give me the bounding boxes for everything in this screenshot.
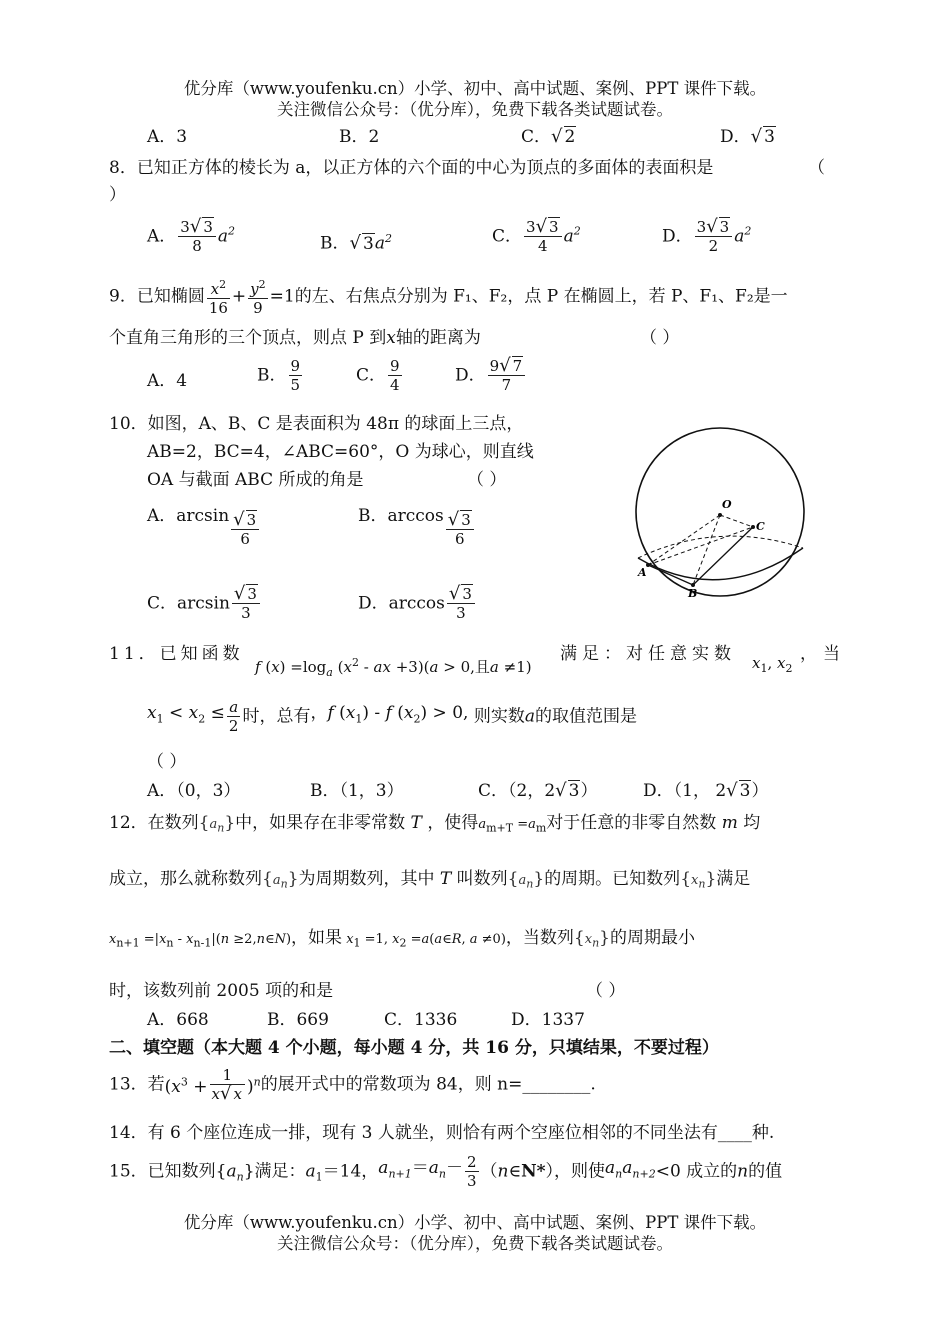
q8-option-d: D． $\frac{3√ 3}{2}$ $a^2$: [662, 216, 752, 255]
q11-function: f $(x) =\log_a$ ($x^2$ - ax +3)(a > 0,且a ≠1): [255, 656, 532, 679]
q11-option-a: A．（0，3）: [147, 781, 241, 801]
q8-option-c: C． $\frac{3√ 3}{4}$ $a^2$: [492, 216, 581, 255]
footer-line-2: 关注微信公众号：（优分库），免费下载各类试题试卷。: [277, 1234, 673, 1253]
q11-option-c: C．（2，2√ 3）: [478, 780, 598, 801]
label-o: O: [722, 498, 732, 511]
q9-option-c: C． $\frac{9}{4}$: [356, 357, 400, 394]
sphere-figure: [628, 420, 814, 606]
header-line-1: 优分库（www.youfenku.cn）小学、初中、高中试题、案例、PPT 课件下载。: [183, 79, 767, 98]
great-circle-front: [638, 548, 803, 580]
q10-option-b: B．arccos $\frac{√ 3}{6}$: [358, 505, 476, 548]
q9-option-d: D． $\frac{9√ 7}{7}$: [455, 357, 527, 394]
q10-paren: （ ）: [467, 470, 507, 490]
segment-ab: [648, 565, 693, 585]
q11-num: 11．已知函数: [109, 644, 244, 664]
point-a: [646, 563, 650, 567]
q7-option-b: B．2: [339, 127, 380, 147]
q11-vars: $x_1$, $x_2$: [752, 654, 793, 675]
header-line-2: 关注微信公众号：（优分库），免费下载各类试题试卷。: [277, 100, 673, 119]
q11-paren: （ ）: [147, 752, 187, 772]
q7-option-c: C．√ 2: [521, 126, 576, 147]
q10-option-d: D．arccos $\frac{√ 3}{3}$: [358, 585, 477, 622]
q8-paren-open: （: [808, 158, 825, 178]
q10-line-1: 10．如图，A、B、C 是表面积为 48π 的球面上三点，: [109, 414, 524, 434]
q9-option-b: B． $\frac{9}{5}$: [257, 357, 301, 394]
q12-option-a: A．668: [147, 1010, 209, 1030]
q11-when: ，当: [800, 644, 846, 664]
q10-line-2: AB=2，BC=4，∠ABC=60°，O 为球心，则直线: [147, 442, 534, 462]
q12-line-4: 时，该数列前 2005 项的和是: [109, 981, 334, 1001]
q12-line-1: 12．在数列$\{a_n\}$中，如果存在非零常数 T ，使得$a_{m+T} =a_m$对于任意的非零自然数 m 均: [109, 813, 761, 835]
label-b: B: [688, 587, 698, 600]
q14: 14．有 6 个座位连成一排，现有 3 人就坐，则恰有两个空座位相邻的不同坐法有____种.: [109, 1123, 775, 1143]
segment-ac: [648, 527, 753, 565]
q10-option-a: A．arcsin $\frac{√ 3}{6}$: [147, 505, 261, 548]
q12-line-2: 成立，那么就称数列$\{a_n\}$为周期数列，其中 T 叫数列$\{a_n\}$的周期。已知数列$\{x_n\}$满足: [109, 869, 751, 891]
q8-stem: 8．已知正方体的棱长为 a，以正方体的六个面的中心为顶点的多面体的表面积是: [109, 158, 714, 178]
q8-option-a: A． $\frac{3√ 3}{8}$ $a^2$: [147, 216, 235, 255]
q12-line-3: $x_{n+1} =|x_n - x_{n-1}|(n$ ≥2,n∈N)，如果 $x_1 =1$, $x_2$ =a(a∈R, a ≠0)，当数列$\{x_n\}$的周期最小: [109, 928, 695, 950]
q12-option-b: B．669: [267, 1010, 329, 1030]
q12-option-d: D．1337: [511, 1010, 585, 1030]
point-o: [718, 513, 722, 517]
segment-ob: [693, 515, 720, 585]
q7-option-a: A．3: [147, 127, 188, 147]
q12-paren: （ ）: [586, 981, 626, 1001]
q8-paren-close: ）: [109, 185, 126, 205]
label-c: C: [756, 520, 765, 533]
q9-option-a: A．4: [147, 371, 188, 391]
segment-oc: [720, 515, 753, 527]
q15: 15．已知数列$\{a_n\}$满足：$a_1=14$，$a_{n+1}=a_n-$ $\frac{2}{3}$ （n∈N*），则使$a_na_{n+2}<0$ 成立的n的值: [109, 1153, 783, 1190]
q10-line-3: OA 与截面 ABC 所成的角是: [147, 470, 364, 490]
great-circle-back: [638, 536, 803, 558]
q9-paren: （ ）: [640, 328, 680, 348]
q8-option-b: B．√ $3a^2$: [320, 232, 392, 254]
q9-line-2: 个直角三角形的三个顶点，则点 P 到x轴的距离为: [109, 328, 481, 348]
label-a: A: [638, 566, 647, 579]
q10-option-c: C．arcsin $\frac{√ 3}{3}$: [147, 585, 262, 622]
q11-cond: 满足：对任意实数: [560, 644, 736, 664]
footer-line-1: 优分库（www.youfenku.cn）小学、初中、高中试题、案例、PPT 课件下载。: [183, 1213, 767, 1232]
q7-option-d: D．√ 3: [720, 126, 775, 147]
q12-option-c: C．1336: [384, 1010, 458, 1030]
q13: 13．若($x^3$ + $\frac{1}{x√ x}$ )$^n$的展开式中的常数项为 84，则 n=________.: [109, 1066, 596, 1104]
section-2-heading: 二、填空题（本大题 4 个小题，每小题 4 分，共 16 分，只填结果，不要过程）: [109, 1038, 719, 1058]
segment-oa: [648, 515, 720, 565]
point-c: [751, 525, 755, 529]
q11-line-2: $x_1 < x_2$ ≤ $\frac{a}{2}$ 时，总有，f $(x_1)$ - f $(x_2) > 0$, 则实数a的取值范围是: [147, 698, 637, 735]
q11-option-d: D．（1， 2√ 3）: [643, 780, 769, 801]
q11-option-b: B．（1，3）: [310, 781, 404, 801]
q9-line-1: 9．已知椭圆 $\frac{x^2}{16}$ + $\frac{y^2}{9}$ =1的左、右焦点分别为 F₁、F₂，点 P 在椭圆上，若 P、F₁、F₂是一: [109, 278, 788, 317]
